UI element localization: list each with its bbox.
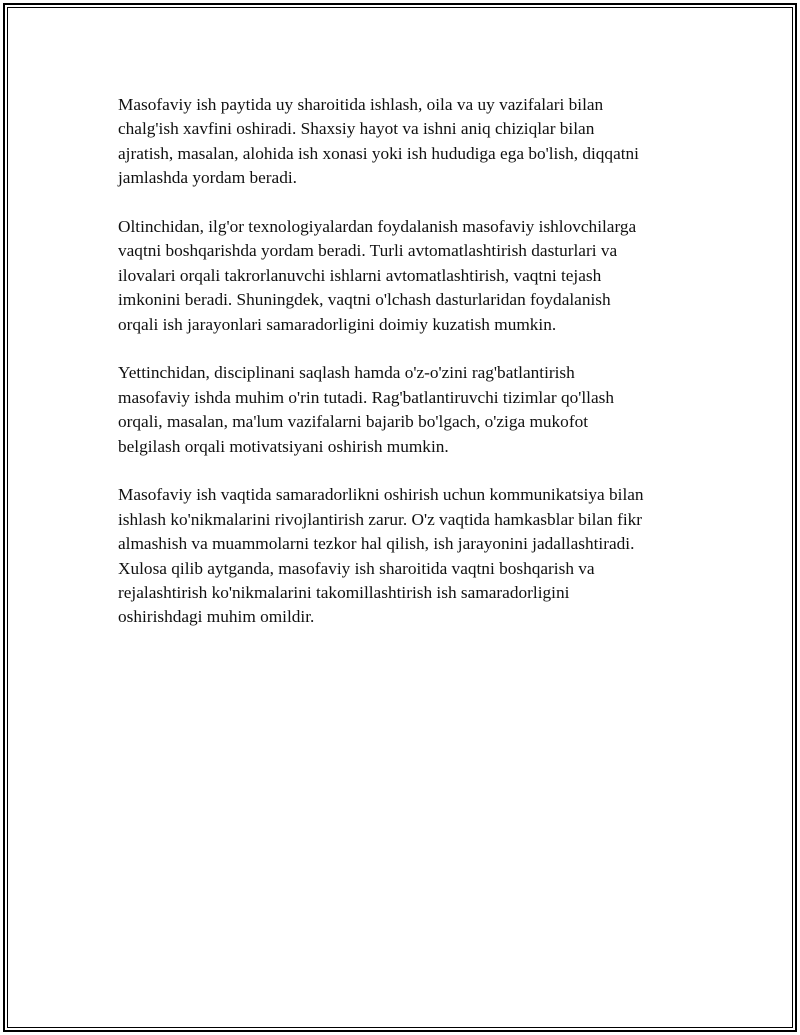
paragraph-3: Yettinchidan, disciplinani saqlash hamda o'z-o'zini rag'batlantirish masofaviy ishda muhim o'rin tutadi. Rag'batlantiruvchi tizimlar qo'llash orqali, masalan, ma'lum vazifalarni bajarib bo'lgach, o'ziga mukofot belgilash orqali motivatsiyani oshirish mumkin.	[118, 363, 615, 456]
document-body	[118, 93, 698, 654]
paragraph-4: Masofaviy ish vaqtida samaradorlikni oshirish uchun kommunikatsiya bilan ishlash ko'nikmalarini rivojlantirish zarur. O'z vaqtida hamkasblar bilan fikr almashish va muammolarni tezkor hal qilish, ish jarayonini jadallashtiradi. Xulosa qilib aytganda, masofaviy ish sharoitida vaqtni boshqarish va rejalashtirish ko'nikmalarini takomillashtirish ish samaradorligini oshirishdagi muhim omildir.	[118, 485, 644, 627]
paragraph-1: Masofaviy ish paytida uy sharoitida ishlash, oila va uy vazifalari bilan chalg'ish xavfini oshiradi. Shaxsiy hayot va ishni aniq chiziqlar bilan ajratish, masalan, alohida ish xonasi yoki ish hududiga ega bo'lish, diqqatni jamlashda yordam beradi.	[118, 95, 639, 188]
paragraph-2: Oltinchidan, ilg'or texnologiyalardan foydalanish masofaviy ishlovchilarga vaqtni boshqarishda yordam beradi. Turli avtomatlashtirish dasturlari va ilovalari orqali takrorlanuvchi ishlarni avtomatlashtirish, vaqtni tejash imkonini beradi. Shuningdek, vaqtni o'lchash dasturlaridan foydalanish orqali ish jarayonlari samaradorligini doimiy kuzatish mumkin.	[118, 217, 637, 334]
